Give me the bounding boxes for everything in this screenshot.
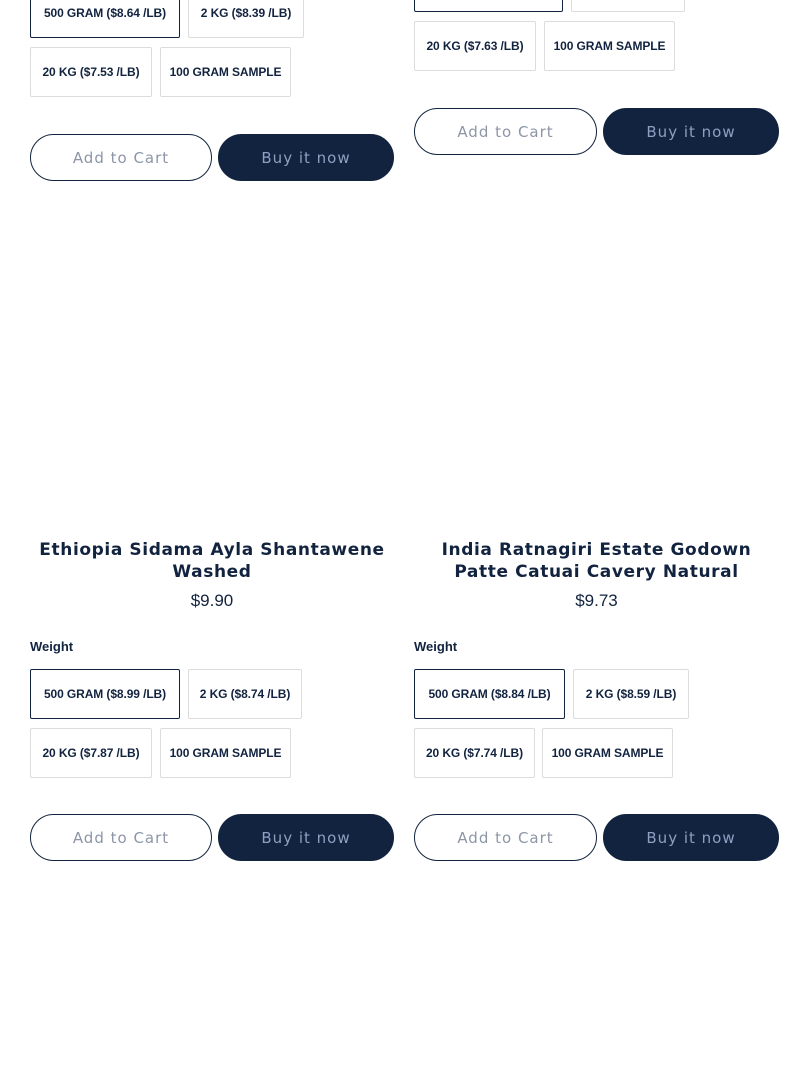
add-to-cart-button[interactable]: Add to Cart — [414, 108, 597, 155]
weight-option[interactable]: 2 KG ($8.59 /LB) — [573, 669, 689, 719]
weight-option[interactable] — [571, 0, 685, 12]
weight-option[interactable]: 20 KG ($7.87 /LB) — [30, 728, 152, 778]
product-price: $9.90 — [190, 591, 234, 610]
buy-now-button[interactable]: Buy it now — [603, 108, 779, 155]
product-image[interactable] — [414, 200, 779, 520]
product-image[interactable] — [30, 200, 394, 520]
add-to-cart-button[interactable]: Add to Cart — [30, 814, 212, 861]
weight-option[interactable]: 500 GRAM ($8.64 /LB) — [30, 0, 180, 38]
weight-option[interactable]: 100 GRAM SAMPLE — [544, 21, 675, 71]
weight-option[interactable] — [414, 0, 563, 12]
weight-option[interactable]: 20 KG ($7.74 /LB) — [414, 728, 535, 778]
product-title[interactable]: India Ratnagiri Estate Godown Patte Catuai Cavery Natural — [441, 540, 752, 582]
buy-now-button[interactable]: Buy it now — [603, 814, 779, 861]
add-to-cart-button[interactable]: Add to Cart — [30, 134, 212, 181]
weight-option[interactable]: 100 GRAM SAMPLE — [160, 728, 291, 778]
weight-option[interactable]: 2 KG ($8.39 /LB) — [188, 0, 304, 38]
product-title[interactable]: Ethiopia Sidama Ayla Shantawene Washed — [39, 540, 385, 582]
weight-option[interactable]: 100 GRAM SAMPLE — [160, 47, 291, 97]
add-to-cart-button[interactable]: Add to Cart — [414, 814, 597, 861]
weight-option[interactable]: 500 GRAM ($8.99 /LB) — [30, 669, 180, 719]
weight-option[interactable]: 100 GRAM SAMPLE — [542, 728, 673, 778]
buy-now-button[interactable]: Buy it now — [218, 134, 394, 181]
weight-label: Weight — [30, 639, 74, 654]
weight-option[interactable]: 500 GRAM ($8.84 /LB) — [414, 669, 565, 719]
product-price: $9.73 — [575, 591, 618, 610]
weight-label: Weight — [414, 639, 458, 654]
buy-now-button[interactable]: Buy it now — [218, 814, 394, 861]
weight-option[interactable]: 20 KG ($7.63 /LB) — [414, 21, 536, 71]
weight-option[interactable]: 20 KG ($7.53 /LB) — [30, 47, 152, 97]
weight-option[interactable]: 2 KG ($8.74 /LB) — [188, 669, 302, 719]
